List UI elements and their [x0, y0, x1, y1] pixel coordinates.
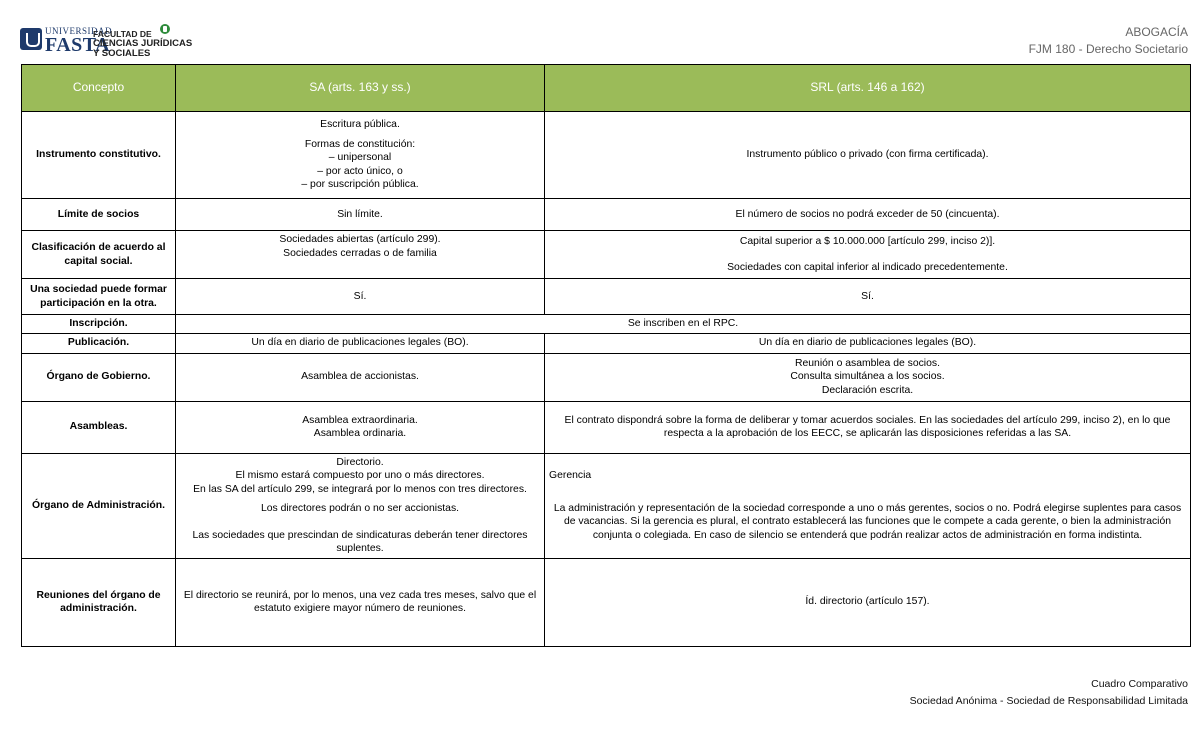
sa-cell — [176, 453, 545, 558]
header-course: FJM 180 - Derecho Societario — [1028, 42, 1188, 56]
table-row — [22, 353, 1191, 401]
sa-text: Los directores podrán o no ser accionistas. — [260, 503, 460, 514]
sa-text: Asamblea extraordinaria. — [302, 414, 418, 426]
column-header-sa: SA (arts. 163 y ss.) — [176, 65, 545, 112]
concept-cell: Límite de socios — [22, 199, 176, 231]
srl-cell: El contrato dispondrá sobre la forma de deliberar y tomar acuerdos sociales. En las sociedades del artículo 299, inciso 2), en lo que respecta a la aprobación de los EECC, se aplicarán las disposiciones referidas a las SA. — [545, 401, 1191, 453]
sa-cell — [176, 231, 545, 279]
table-row — [22, 231, 1191, 279]
table-row — [22, 315, 1191, 334]
concept-cell: Inscripción. — [22, 315, 176, 334]
srl-cell: Íd. directorio (artículo 157). — [545, 558, 1191, 646]
logo-facultad-line3: Y SOCIALES — [93, 48, 151, 59]
footer-title: Cuadro Comparativo — [1091, 678, 1188, 690]
srl-cell: Instrumento público o privado (con firma certificada). — [545, 112, 1191, 199]
srl-cell: El número de socios no podrá exceder de 50 (cincuenta). — [545, 199, 1191, 231]
table-row — [22, 453, 1191, 558]
concept-cell: Una sociedad puede formar participación en la otra. — [22, 279, 176, 315]
sa-cell: Sí. — [176, 279, 545, 315]
logo-facultad-line2: CIENCIAS JURÍDICAS — [93, 38, 193, 49]
merged-cell: Se inscriben en el RPC. — [176, 315, 1191, 334]
header-right — [1029, 24, 1188, 58]
srl-cell — [545, 353, 1191, 401]
srl-text: Reunión o asamblea de socios. — [795, 357, 940, 369]
table-row — [22, 558, 1191, 646]
column-header-srl: SRL (arts. 146 a 162) — [545, 65, 1191, 112]
page-header — [0, 0, 1200, 62]
sa-text: Asamblea ordinaria. — [313, 428, 407, 439]
logo-facultad — [93, 29, 192, 59]
sa-text: Formas de constitución: — [304, 138, 416, 150]
sa-text: Sociedades cerradas o de familia — [283, 247, 437, 259]
concept-cell: Órgano de Administración. — [22, 453, 176, 558]
table-row — [22, 199, 1191, 231]
sa-text: Directorio. — [336, 456, 384, 468]
sa-text: En las SA del artículo 299, se integrará por lo menos con tres directores. — [193, 483, 527, 495]
concept-cell: Publicación. — [22, 333, 176, 353]
logo-facultad-line1: FACULTAD DE — [93, 29, 152, 39]
table-row — [22, 333, 1191, 353]
sa-text: El mismo estará compuesto por uno o más directores. — [235, 470, 485, 481]
page-footer — [910, 676, 1188, 710]
srl-text: Capital superior a $ 10.000.000 [artículo 299, inciso 2)]. — [739, 235, 996, 247]
concept-cell: Instrumento constitutivo. — [22, 112, 176, 199]
srl-text: Consulta simultánea a los socios. — [790, 371, 945, 383]
sa-cell: Sin límite. — [176, 199, 545, 231]
srl-text: Sociedades con capital inferior al indicado precedentemente. — [727, 262, 1008, 273]
sa-cell — [176, 112, 545, 199]
srl-cell: Un día en diario de publicaciones legales (BO). — [545, 333, 1191, 353]
concept-cell: Clasificación de acuerdo al capital social. — [22, 231, 176, 279]
srl-gerencia-title: Gerencia — [549, 470, 592, 481]
srl-text: Declaración escrita. — [821, 384, 914, 396]
sa-text: – unipersonal — [328, 152, 392, 164]
sa-cell: Un día en diario de publicaciones legales (BO). — [176, 333, 545, 353]
concept-cell: Reuniones del órgano de administración. — [22, 558, 176, 646]
sa-text: – por acto único, o — [317, 165, 403, 177]
sa-text: Escritura pública. — [320, 119, 400, 131]
header-area: ABOGACÍA — [1125, 25, 1188, 39]
srl-text: La administración y representación de la sociedad corresponde a uno o más gerentes, socios o no. Podrá elegirse suplentes para casos de vacancias. Si la gerencia es plural, el contrato establecerá las funciones que le compete a cada gerente, o bien la administración conjunta o colegiada. En caso de silencio se entenderá que podrán realizar actos de administración en forma indistinta. — [553, 502, 1182, 541]
university-seal-icon — [20, 28, 42, 50]
table-header-row — [22, 65, 1191, 112]
faculty-badge-icon — [160, 24, 170, 34]
logo-universidad: UNIVERSIDAD — [45, 26, 112, 36]
srl-cell — [545, 453, 1191, 558]
table-row — [22, 401, 1191, 453]
srl-cell: Sí. — [545, 279, 1191, 315]
concept-cell: Asambleas. — [22, 401, 176, 453]
logo-fasta: FASTA — [45, 34, 111, 56]
table-row — [22, 112, 1191, 199]
comparison-table — [21, 64, 1191, 647]
srl-cell — [545, 231, 1191, 279]
table-row — [22, 279, 1191, 315]
sa-cell: El directorio se reunirá, por lo menos, una vez cada tres meses, salvo que el estatuto exigiere mayor número de reuniones. — [176, 558, 545, 646]
column-header-concepto: Concepto — [22, 65, 176, 112]
concept-cell: Órgano de Gobierno. — [22, 353, 176, 401]
sa-cell — [176, 401, 545, 453]
sa-cell: Asamblea de accionistas. — [176, 353, 545, 401]
footer-subtitle: Sociedad Anónima - Sociedad de Responsabilidad Limitada — [909, 695, 1188, 707]
sa-text: Las sociedades que prescindan de sindicaturas deberán tener directores suplentes. — [192, 529, 528, 554]
sa-text: Sociedades abiertas (artículo 299). — [279, 234, 441, 245]
sa-text: – por suscripción pública. — [301, 179, 419, 191]
